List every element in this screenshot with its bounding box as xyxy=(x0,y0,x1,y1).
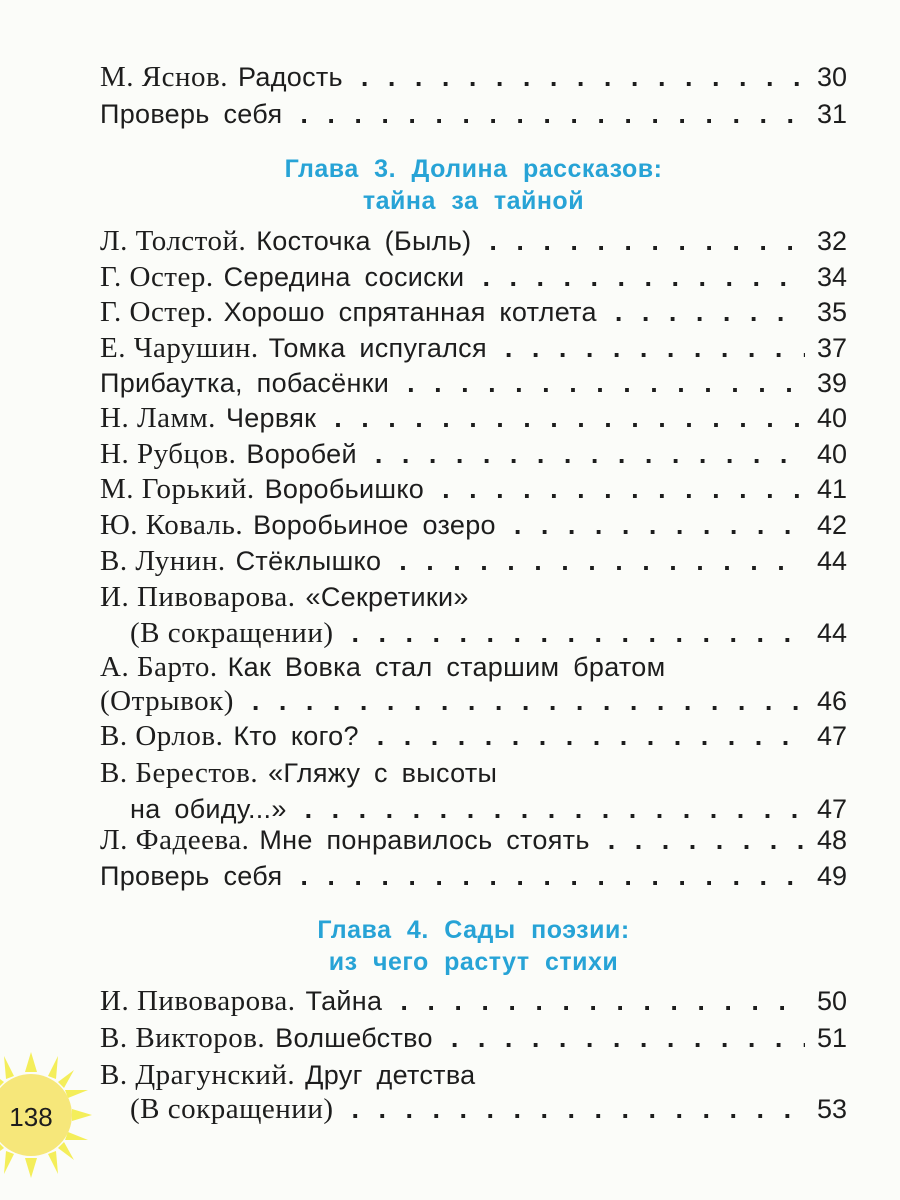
entry-page: 48 xyxy=(816,825,847,855)
toc-entry xyxy=(100,823,847,857)
chapter-heading xyxy=(100,153,847,217)
dot-leader xyxy=(451,1021,805,1055)
chapter-heading-line: тайна за тайной xyxy=(362,187,585,215)
dot-leader xyxy=(482,260,805,294)
entry-title: Червяк xyxy=(225,403,317,433)
toc-entry xyxy=(100,1021,847,1055)
entry-title-continuation: (В сокращении) xyxy=(130,617,334,649)
entry-page: 39 xyxy=(816,368,847,398)
toc-entry xyxy=(100,366,847,400)
entry-title: Как Вовка стал старшим братом xyxy=(227,652,666,682)
dot-leader xyxy=(352,616,805,650)
entry-page: 47 xyxy=(816,794,847,824)
toc-entry xyxy=(100,508,847,542)
entry-title: Косточка (Быль) xyxy=(256,226,472,256)
chapter-heading-line: Глава 4. Сады поэзии: xyxy=(317,916,630,944)
toc-entry xyxy=(100,437,847,471)
entry-author: Н. Рубцов. xyxy=(100,438,237,470)
toc-entry xyxy=(100,756,847,826)
entry-title-continuation: (Отрывок) xyxy=(100,685,234,717)
entry-title: Воробей xyxy=(246,439,357,469)
entry-page: 40 xyxy=(816,403,847,433)
dot-leader xyxy=(442,472,805,506)
entry-author: М. Горький. xyxy=(100,473,255,505)
entry-title: Воробьиное озеро xyxy=(253,510,496,540)
entry-author: В. Лунин. xyxy=(100,545,226,577)
entry-title: Проверь себя xyxy=(100,99,283,129)
dot-leader xyxy=(375,437,805,471)
entry-page: 44 xyxy=(816,618,847,648)
entry-author: Ю. Коваль. xyxy=(100,509,244,541)
entry-title: Проверь себя xyxy=(100,861,283,891)
entry-page: 42 xyxy=(816,510,847,540)
entry-title: Тайна xyxy=(305,986,383,1016)
entry-author: В. Викторов. xyxy=(100,1022,266,1054)
page-number-badge xyxy=(0,1052,100,1182)
toc-entry xyxy=(100,224,847,258)
dot-leader xyxy=(305,792,805,826)
entry-page: 49 xyxy=(816,861,847,891)
entry-page: 35 xyxy=(816,297,847,327)
chapter-heading xyxy=(100,914,847,978)
entry-author: Г. Остер. xyxy=(100,296,214,328)
page-number: 138 xyxy=(9,1102,53,1132)
entry-page: 53 xyxy=(816,1094,847,1124)
entry-author: И. Пивоварова. xyxy=(100,985,296,1017)
dot-leader xyxy=(489,224,805,258)
dot-leader xyxy=(352,1092,805,1126)
entry-author: В. Драгунский. xyxy=(100,1059,296,1091)
toc-entry xyxy=(100,60,847,94)
entry-author: И. Пивоварова. xyxy=(100,581,296,613)
dot-leader xyxy=(407,366,805,400)
toc-entry xyxy=(100,1058,847,1126)
entry-page: 37 xyxy=(816,333,847,363)
dot-leader xyxy=(377,719,805,753)
toc-entry xyxy=(100,331,847,365)
entry-author: Е. Чарушин. xyxy=(100,332,259,364)
dot-leader xyxy=(300,859,805,893)
entry-page: 40 xyxy=(816,439,847,469)
entry-page: 41 xyxy=(816,474,847,504)
toc-entry xyxy=(100,97,847,131)
entry-title: «Секретики» xyxy=(305,582,469,612)
dot-leader xyxy=(400,984,805,1018)
entry-author: В. Берестов. xyxy=(100,757,259,789)
toc-entry xyxy=(100,859,847,893)
dot-leader xyxy=(399,544,805,578)
entry-title: Томка испугался xyxy=(268,333,487,363)
toc-entry xyxy=(100,472,847,506)
entry-title-continuation: (В сокращении) xyxy=(130,1093,334,1125)
entry-author: В. Орлов. xyxy=(100,720,224,752)
toc-entry xyxy=(100,401,847,435)
entry-page: 51 xyxy=(816,1023,847,1053)
entry-page: 44 xyxy=(816,546,847,576)
entry-title: «Гляжу с высоты xyxy=(268,758,498,788)
entry-title: Стёклышко xyxy=(235,546,382,576)
dot-leader xyxy=(615,295,805,329)
entry-title-continuation: на обиду...» xyxy=(130,794,287,824)
dot-leader xyxy=(608,823,805,857)
entry-title: Друг детства xyxy=(305,1060,476,1090)
chapter-heading-line: из чего растут стихи xyxy=(328,948,619,976)
dot-leader xyxy=(361,60,805,94)
entry-page: 32 xyxy=(816,226,847,256)
entry-title: Хорошо спрятанная котлета xyxy=(223,297,597,327)
dot-leader xyxy=(514,508,805,542)
entry-title: Радость xyxy=(237,62,343,92)
entry-author: Л. Фадеева. xyxy=(100,824,250,856)
entry-author: Н. Ламм. xyxy=(100,402,216,434)
toc-entry xyxy=(100,544,847,578)
dot-leader xyxy=(252,684,805,718)
toc-entry xyxy=(100,719,847,753)
entry-title: Кто кого? xyxy=(233,721,359,751)
dot-leader xyxy=(300,97,805,131)
toc-entry xyxy=(100,650,847,718)
toc-entry xyxy=(100,260,847,294)
entry-author: Г. Остер. xyxy=(100,261,214,293)
chapter-heading-line: Глава 3. Долина рассказов: xyxy=(284,155,663,183)
entry-page: 47 xyxy=(816,721,847,751)
entry-page: 30 xyxy=(816,62,847,92)
entry-title: Воробьишко xyxy=(264,474,425,504)
entry-page: 31 xyxy=(816,99,847,129)
entry-page: 50 xyxy=(816,986,847,1016)
entry-title: Прибаутка, побасёнки xyxy=(100,368,390,398)
entry-title: Мне понравилось стоять xyxy=(259,825,590,855)
toc-entry xyxy=(100,580,847,650)
entry-page: 34 xyxy=(816,262,847,292)
dot-leader xyxy=(334,401,805,435)
toc-entry xyxy=(100,984,847,1018)
dot-leader xyxy=(505,331,805,365)
entry-page: 46 xyxy=(816,686,847,716)
entry-title: Середина сосиски xyxy=(223,262,465,292)
entry-author: М. Яснов. xyxy=(100,61,228,93)
toc-entry xyxy=(100,295,847,329)
entry-title: Волшебство xyxy=(275,1023,433,1053)
entry-author: Л. Толстой. xyxy=(100,225,247,257)
entry-author: А. Барто. xyxy=(100,651,218,683)
